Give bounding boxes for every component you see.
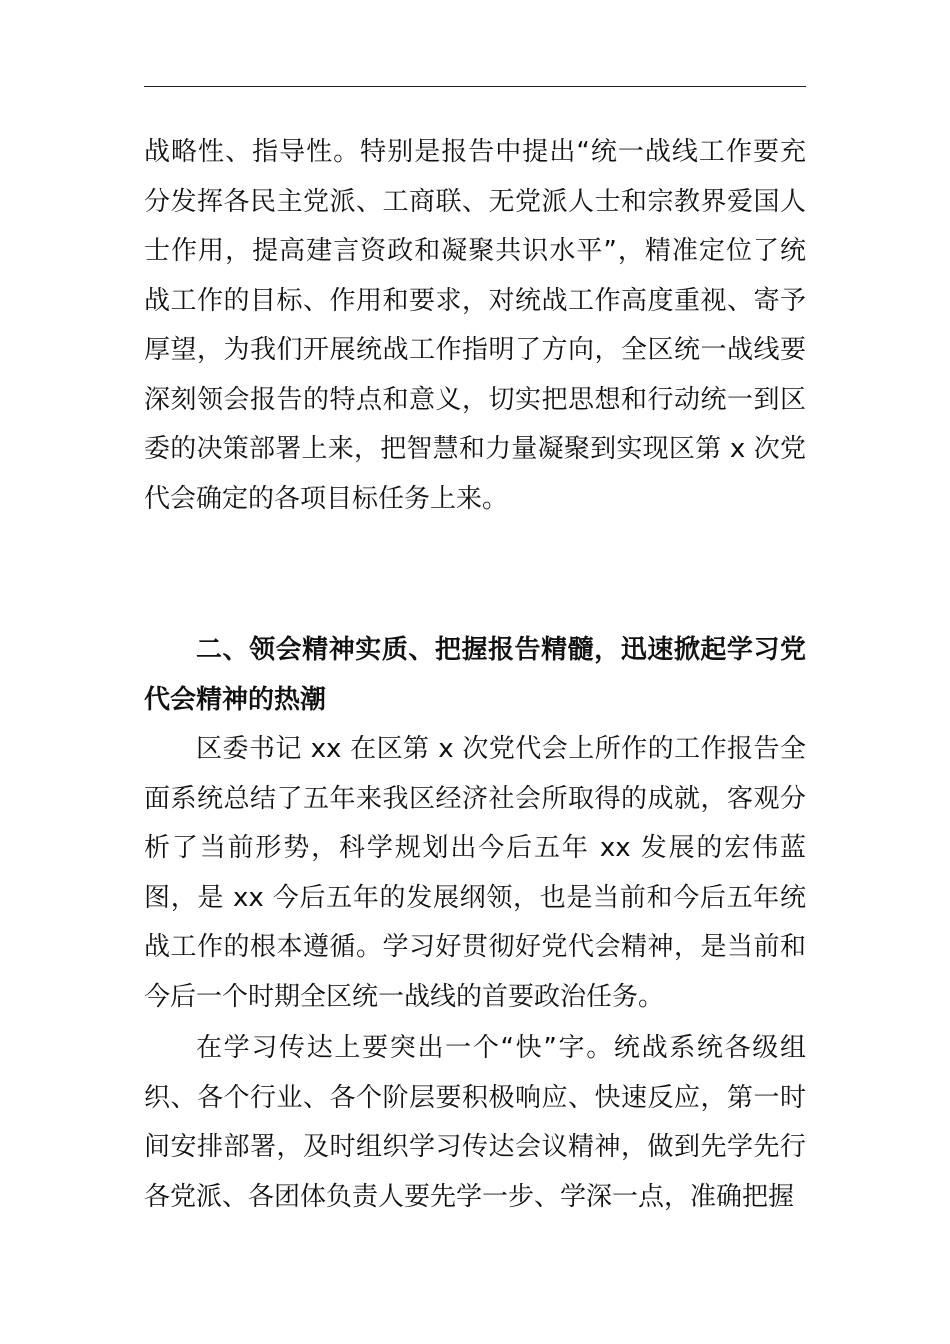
body-paragraph-1: 战略性、指导性。特别是报告中提出“统一战线工作要充分发挥各民主党派、工商联、无党派人士和宗教界爱国人士作用，提高建言资政和凝聚共识水平”，精准定位了统战工作的目标、作用和要求，对统战工作高度重视、寄予厚望，为我们开展统战工作指明了方向，全区统一战线要深刻领会报告的特点和意义，切实把思想和行动统一到区委的决策部署上来，把智慧和力量凝聚到实现区第 x 次党代会确定的各项目标任务上来。 <box>144 137 806 514</box>
section-heading: 二、领会精神实质、把握报告精髓，迅速掀起学习党代会精神的热潮 <box>144 635 806 715</box>
body-paragraph-3: 在学习传达上要突出一个“快”字。统战系统各级组织、各个行业、各个阶层要积极响应、快速反应，第一时间安排部署，及时组织学习传达会议精神，做到先学先行各党派、各团体负责人要先学一步、学深一点，准确把握 <box>144 1033 806 1212</box>
body-paragraph-2: 区委书记 xx 在区第 x 次党代会上所作的工作报告全面系统总结了五年来我区经济社会所取得的成就，客观分析了当前形势，科学规划出今后五年 xx 发展的宏伟蓝图，是 xx 今后五年的发展纲领，也是当前和今后五年统战工作的根本遵循。学习好贯彻好党代会精神，是当前和今后一个时期全区统一战线的首要政治任务。 <box>144 734 806 1012</box>
header-rule <box>144 86 806 87</box>
